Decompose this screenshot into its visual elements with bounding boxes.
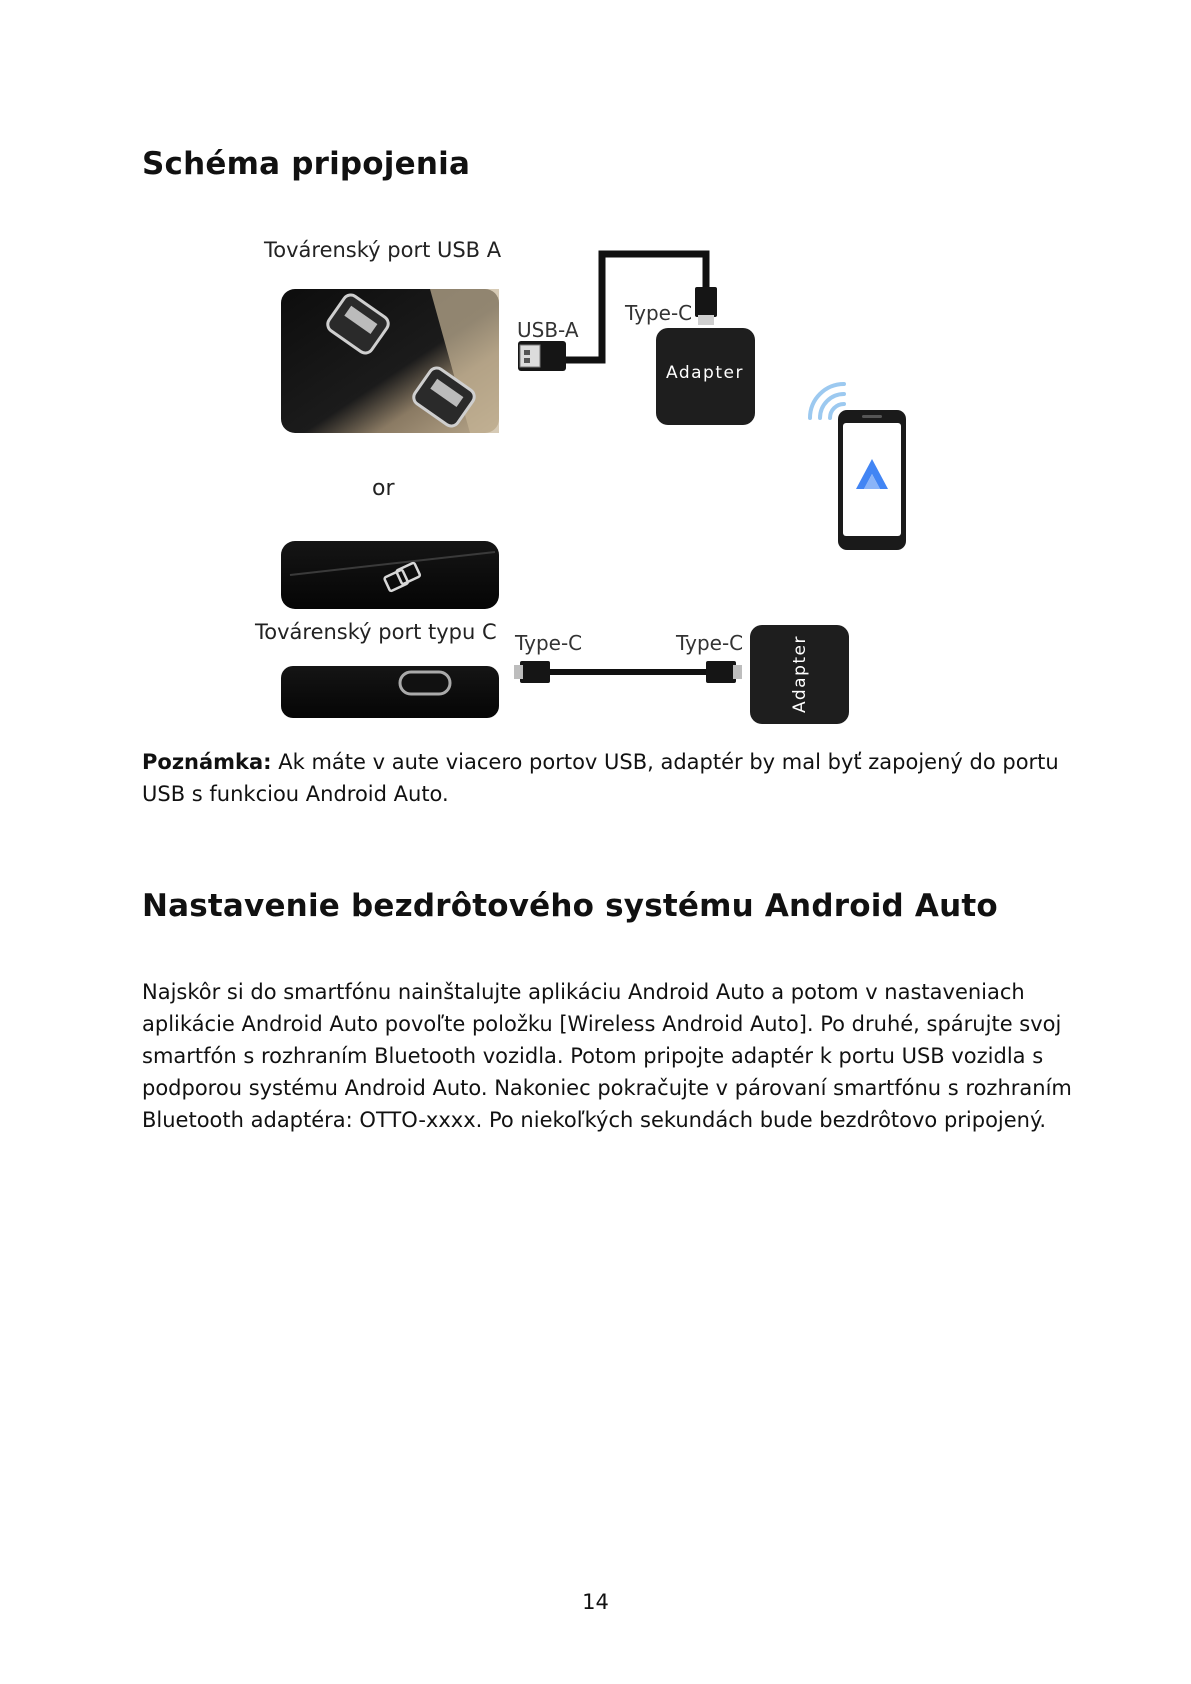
section-title-setup: Nastavenie bezdrôtového systému Android Auto	[142, 888, 998, 924]
adapter-top-label: Adapter	[666, 363, 744, 383]
or-label: or	[372, 476, 395, 501]
connection-diagram	[0, 0, 1191, 760]
setup-paragraph: Najskôr si do smartfónu nainštalujte aplikáciu Android Auto a potom v nastaveniach aplikácie Android Auto povoľte položku [Wireless Android Auto]. Po druhé, spárujte svoj smartfón s rozhraním Bluetooth vozidla. Potom pripojte adaptér k portu USB vozidla s podporou systému Android Auto. Nakoniec pokračujte v párovaní smartfónu s rozhraním Bluetooth adaptéra: OTTO-xxxx. Po niekoľkých sekundách bude bezdrôtovo pripojený.	[142, 980, 1072, 1132]
factory-usb-a-port-label: Továrenský port USB A	[264, 238, 502, 262]
note-text: Ak máte v aute viacero portov USB, adaptér by mal byť zapojený do portu USB s funkciou Android Auto.	[142, 750, 1059, 806]
usb-a-port-photo	[281, 289, 499, 433]
adapter-top	[656, 328, 755, 425]
adapter-bottom-label: Adapter	[790, 635, 810, 713]
type-c-to-type-c-cable	[514, 661, 742, 683]
section-title-schema: Schéma pripojenia	[142, 146, 471, 182]
factory-type-c-port-label: Továrenský port typu C	[255, 620, 497, 644]
type-c-port-photo	[281, 541, 499, 718]
note-paragraph	[142, 746, 1072, 810]
wifi-signal-icon	[810, 384, 844, 418]
usb-a-cable-end-label: USB-A	[517, 318, 579, 342]
type-c-cable-end-label: Type-C	[625, 301, 693, 325]
smartphone-icon	[838, 410, 906, 550]
type-c-left-label: Type-C	[515, 631, 583, 655]
type-c-right-label: Type-C	[676, 631, 744, 655]
note-label: Poznámka:	[142, 750, 272, 774]
adapter-bottom	[750, 625, 849, 724]
page-number: 14	[582, 1590, 609, 1614]
